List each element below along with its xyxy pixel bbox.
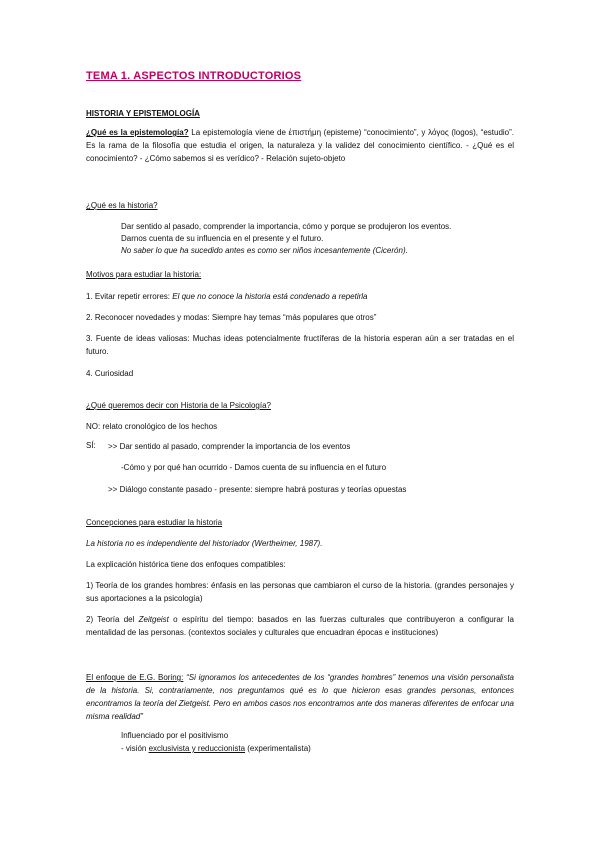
enfoques-intro: La explicación histórica tiene dos enfoques compatibles: <box>86 560 286 569</box>
historia-line-1: Dar sentido al pasado, comprender la importancia, cómo y porque se produjeron los eventos. <box>121 222 452 231</box>
page-title: TEMA 1. ASPECTOS INTRODUCTORIOS <box>86 70 302 82</box>
vision-terms: exclusivista y reduccionista <box>148 744 246 753</box>
motivo-3: 3. Fuente de ideas valiosas: Muchas ideas potencialmente fructíferas de la historia esperan aún a ser tratadas en el futuro. <box>86 334 514 356</box>
no-line: NO: relato cronológico de los hechos <box>86 422 218 431</box>
boring-heading: El enfoque de E.G. Boring: <box>86 673 184 682</box>
enfoque-2-text: o espíritu del tiempo: basados en las fuerzas culturales que contribuyeron a configurar la mentalidad de las personas. (contextos sociales y culturales que encuadran épocas e instituciones) <box>86 615 515 637</box>
vision-prefix: - visión <box>121 744 149 753</box>
motivo-4: 4. Curiosidad <box>86 369 134 378</box>
motivo-1-quote: El que no conoce la historia está condenado a repetirla <box>172 292 368 301</box>
historia-question: ¿Qué es la historia? <box>86 201 158 210</box>
enfoque-1: 1) Teoría de los grandes hombres: énfasis en las personas que cambiaron el curso de la historia. (grandes personajes y sus aportaciones a la psicología) <box>86 581 514 603</box>
enfoque-2 <box>86 613 514 639</box>
historia-line-2: Darnos cuenta de su influencia en el presente y el futuro. <box>121 234 324 243</box>
vision-line <box>121 743 521 755</box>
epistemologia-text: La epistemología viene de ἐπιστήμη (episteme) “conocimiento”, y λόγος (logos), “estudio”. Es la rama de la filosofía que estudia el origen, la naturaleza y la validez del conocimiento científico. - ¿Qué es el conocimiento? - ¿Cómo sabemos si es verídico? - Relación sujeto-objeto <box>86 128 515 163</box>
si-line-3: >> Diálogo constante pasado - presente: siempre habrá posturas y teorías opuestas <box>108 485 407 494</box>
boring-quote: “Si ignoramos los antecedentes de los “grandes hombres” tenemos una visión personalista de la historia. Si, contrariamente, nos preguntamos qué es lo que hicieron esas grandes personas, entonces encontramos la teoría del Zietgeist. Pero en ambos casos nos encontramos ante dos maneras diferentes de enfocar una misma realidad” <box>86 673 514 721</box>
si-line-2: -Cómo y por qué han ocurrido - Damos cuenta de su influencia en el futuro <box>121 463 387 472</box>
concepciones-heading: Concepciones para estudiar la historia <box>86 518 223 527</box>
motivo-1-label: 1. Evitar repetir errores: <box>86 292 173 301</box>
zeitgeist-term: Zeitgeist <box>138 615 169 624</box>
epistemologia-question: ¿Qué es la epistemología? <box>86 128 189 137</box>
historia-line-3: No saber lo que ha sucedido antes es como ser niños incesantemente (Cicerón). <box>121 246 408 255</box>
section-heading-historia-epistemologia: HISTORIA Y EPISTEMOLOGÍA <box>86 109 200 118</box>
historia-psicologia-question: ¿Qué queremos decir con Historia de la Psicología? <box>86 401 271 410</box>
si-line-1: >> Dar sentido al pasado, comprender la importancia de los eventos <box>108 442 351 451</box>
motivo-2: 2. Reconocer novedades y modas: Siempre hay temas “más populares que otros” <box>86 313 377 322</box>
motivo-1 <box>86 290 514 303</box>
epistemologia-paragraph <box>86 126 514 165</box>
vision-suffix: (experimentalista) <box>245 744 311 753</box>
boring-paragraph <box>86 671 514 723</box>
wertheimer-quote: La historia no es independiente del historiador (Wertheimer, 1987). <box>86 539 323 548</box>
positivismo-line: Influenciado por el positivismo <box>121 731 229 740</box>
enfoque-2-label: 2) Teoría del <box>86 615 139 624</box>
motivos-heading: Motivos para estudiar la historia: <box>86 270 202 279</box>
si-label: SÍ: <box>86 441 96 450</box>
